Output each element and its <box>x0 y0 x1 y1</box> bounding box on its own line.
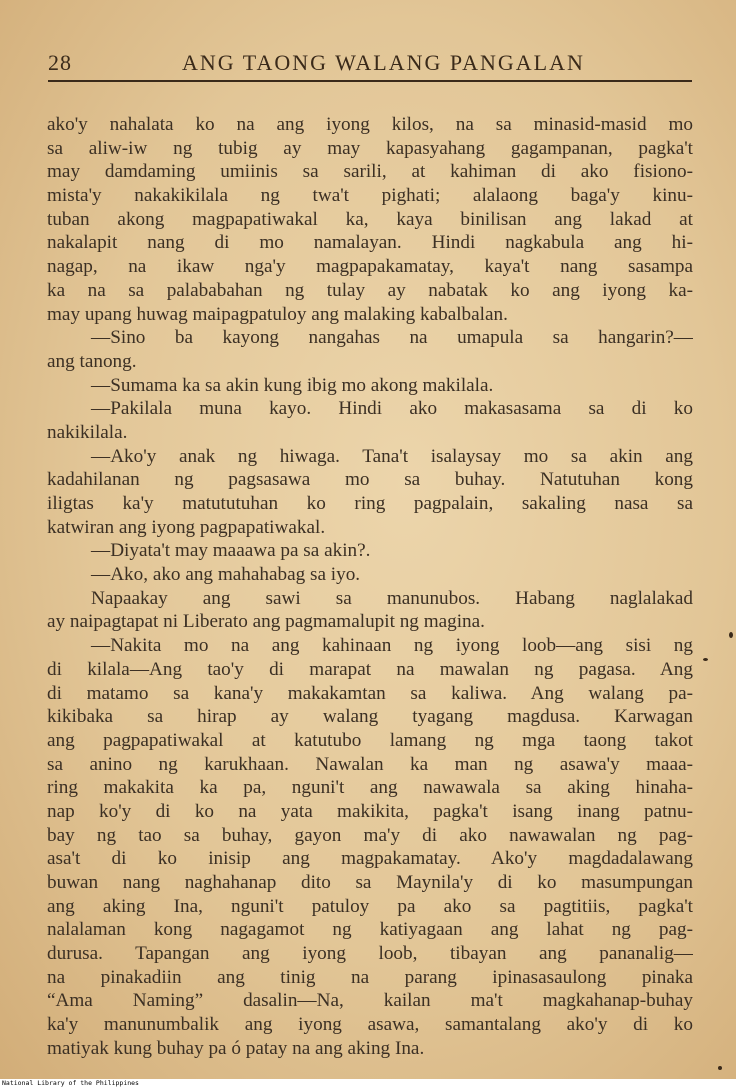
text-line: —Ako, ako ang mahahabag sa iyo. <box>91 564 361 586</box>
margin-speck <box>718 1066 722 1070</box>
text-line: durusa. Tapangan ang iyong loob, tibayan ang pananalig— <box>47 943 693 965</box>
text-line: katwiran ang iyong pagpapatiwakal. <box>47 516 326 538</box>
text-line: “Ama Naming” dasalin—Na, kailan ma't magkahanap-buhay <box>47 990 693 1012</box>
header-rule <box>48 80 692 82</box>
text-line: —Sino ba kayong nangahas na umapula sa hangarin?— <box>91 327 693 349</box>
text-line: Napaakay ang sawi sa manunubos. Habang naglalakad <box>91 587 693 609</box>
text-line: kikibaka sa hirap ay walang tyagang magdusa. Karwagan <box>47 706 693 728</box>
margin-speck <box>703 658 708 661</box>
text-line: nagap, na ikaw nga'y magpapakamatay, kaya't nang sasampa <box>47 256 693 278</box>
text-line: iligtas ka'y matututuhan ko ring pagpalain, sakaling nasa sa <box>47 493 693 514</box>
text-line: sa anino ng karukhaan. Nawalan ka man ng asawa'y maaa- <box>47 753 693 775</box>
text-line: ka'y manunumbalik ang iyong asawa, samantalang ako'y di ko <box>47 1014 693 1036</box>
scan-credit: National Library of the Philippines <box>0 1079 736 1088</box>
text-line: matiyak kung buhay pa ó patay na ang aking Ina. <box>47 1037 425 1059</box>
page-number: 28 <box>48 50 72 75</box>
text-line: ang pagpapatiwakal at katutubo lamang ng mga taong takot <box>47 729 693 751</box>
text-line: nakikilala. <box>47 421 128 443</box>
text-line: di matamo sa kana'y makakamtan sa kaliwa. Ang walang pa- <box>47 682 693 704</box>
text-line: ang tanong. <box>47 350 137 372</box>
text-line: buwan nang naghahanap dito sa Maynila'y di ko masumpungan <box>47 872 693 893</box>
text-line: bay ng tao sa buhay, gayon ma'y di ako nawawalan ng pag- <box>47 824 693 846</box>
text-line: nap ko'y di ko na yata makikita, pagka't isang inang patnu- <box>47 800 693 822</box>
text-line: may damdaming umiinis sa sarili, at kahiman di ako fisiono- <box>47 161 693 183</box>
text-line: —Pakilala muna kayo. Hindi ako makasasama sa di ko <box>91 398 693 420</box>
text-line: ring makakita ka pa, nguni't ang nawawala sa aking hinaha- <box>47 777 693 799</box>
text-line: nakalapit nang di mo namalayan. Hindi nagkabula ang hi- <box>47 232 693 254</box>
text-line: may upang huwag maipagpatuloy ang malaking kabalbalan. <box>47 303 508 325</box>
text-line: tuban akong magpapatiwakal ka, kaya binilisan ang lakad at <box>47 208 693 230</box>
text-line: di kilala—Ang tao'y di marapat na mawalan ng pagasa. Ang <box>47 658 693 680</box>
text-line: ang aking Ina, nguni't patuloy pa ako sa pagtitiis, pagka't <box>47 895 693 917</box>
text-line: asa't di ko inisip ang magpakamatay. Ako'y magdadalawang <box>47 848 693 870</box>
text-line: sa aliw-iw ng tubig ay may kapasyahang gagampanan, pagka't <box>47 137 693 159</box>
page-header <box>48 48 692 78</box>
body-text <box>47 113 693 1061</box>
running-title: ANG TAONG WALANG PANGALAN <box>182 50 585 75</box>
text-line: —Diyata't may maaawa pa sa akin?. <box>91 540 371 562</box>
text-line: ako'y nahalata ko na ang iyong kilos, na sa minasid-masid mo <box>47 114 693 135</box>
text-line: —Nakita mo na ang kahinaan ng iyong loob—ang sisi ng <box>91 635 693 657</box>
text-line: —Ako'y anak ng hiwaga. Tana't isalaysay mo sa akin ang <box>91 445 693 467</box>
text-line: kadahilanan ng pagsasawa mo sa buhay. Natutuhan kong <box>47 469 693 491</box>
text-line: mista'y nakakikilala ng twa't pighati; alalaong baga'y kinu- <box>47 185 693 207</box>
margin-speck <box>729 632 733 638</box>
text-line: ay naipagtapat ni Liberato ang pagmamalupit ng magina. <box>47 611 485 633</box>
text-line: —Sumama ka sa akin kung ibig mo akong makilala. <box>91 374 494 396</box>
text-line: nalalaman kong nagagamot ng katiyagaan ang lahat ng pag- <box>47 919 693 941</box>
text-line: ka na sa palababahan ng tulay ay nabatak ko ang iyong ka- <box>47 279 693 301</box>
text-line: na pinakadiin ang tinig na parang ipinasasaulong pinaka <box>47 966 693 988</box>
